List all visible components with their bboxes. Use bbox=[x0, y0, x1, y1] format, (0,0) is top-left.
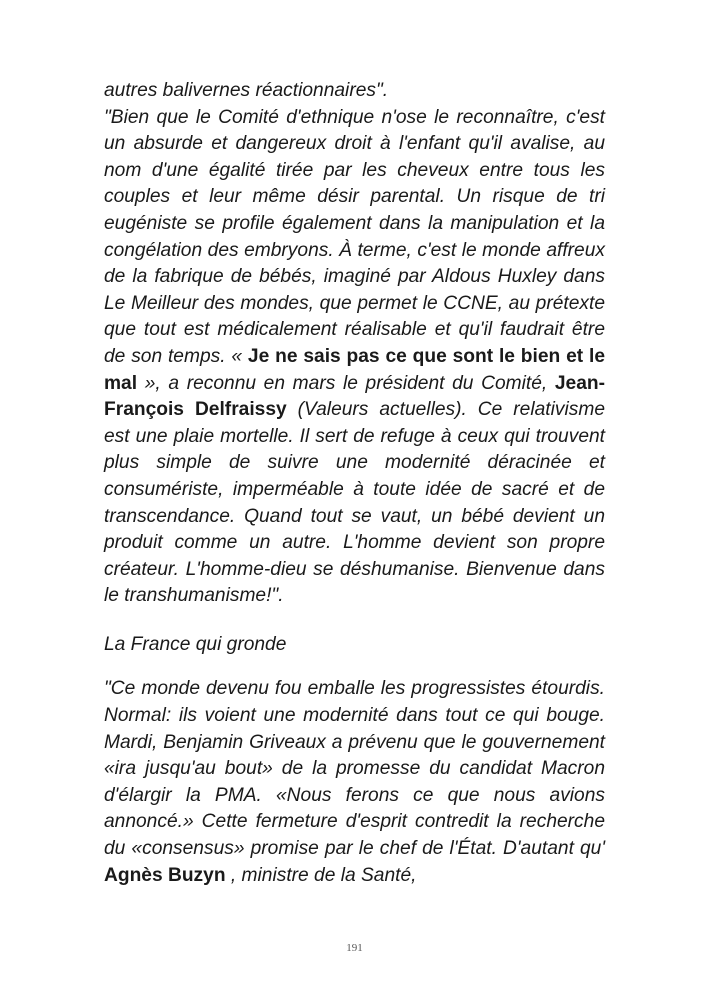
section-heading: La France qui gronde bbox=[104, 633, 287, 655]
page-body bbox=[104, 78, 605, 889]
paragraph-text: », a reconnu en mars le président du Comité, bbox=[137, 372, 555, 394]
paragraph-text: "Bien que le Comité d'ethnique n'ose le reconnaître, c'est un absurde et dangereux droit à l'enfant qu'il avalise, au nom d'une égalité tirée par les cheveux entre tous les couples et leur même désir parental. Un risque de tri eugéniste se profile également dans la manipulation et la congélation des embryons. À terme, c'est le monde affreux de la fabrique de bébés, imaginé par Aldous Huxley dans Le Meilleur des mondes, que permet le CCNE, au prétexte que tout est médicalement réalisable et qu'il faudrait être de son temps. « bbox=[104, 106, 605, 367]
paragraph-france bbox=[104, 676, 605, 889]
bold-person-name: Jean-François Delfraissy bbox=[104, 372, 605, 421]
paragraph-text: "Ce monde devenu fou emballe les progressistes étourdis. Normal: ils voient une modernité dans tout ce qui bouge. Mardi, Benjamin Griveaux a prévenu que le gouvernement «ira jusqu'au bout» de la promesse du candidat Macron d'élargir la PMA. «Nous ferons ce que nous avions annoncé.» Cette fermeture d'esprit contredit la recherche du «consensus» promise par le chef de l'État. D'autant qu' bbox=[104, 678, 605, 860]
page-number: 191 bbox=[346, 942, 363, 954]
paragraph-text: (Valeurs actuelles). Ce relativisme est une plaie mortelle. Il sert de refuge à ceux qui trouvent plus simple de suivre une modernité déracinée et consumériste, imperméable à toute idée de sacré et de transcendance. Quand tout se vaut, un bébé devient un produit comme un autre. L'homme devient son propre créateur. L'homme-dieu se déshumanise. Bienvenue dans le transhumanisme!". bbox=[104, 399, 605, 607]
bold-quote: Je ne sais pas ce que sont le bien et le mal bbox=[104, 345, 605, 394]
paragraph-line-1: autres balivernes réactionnaires". bbox=[104, 80, 389, 101]
paragraph-quote bbox=[104, 78, 605, 610]
paragraph-text: , ministre de la Santé, bbox=[225, 864, 417, 886]
bold-person-name: Agnès Buzyn bbox=[104, 864, 226, 886]
